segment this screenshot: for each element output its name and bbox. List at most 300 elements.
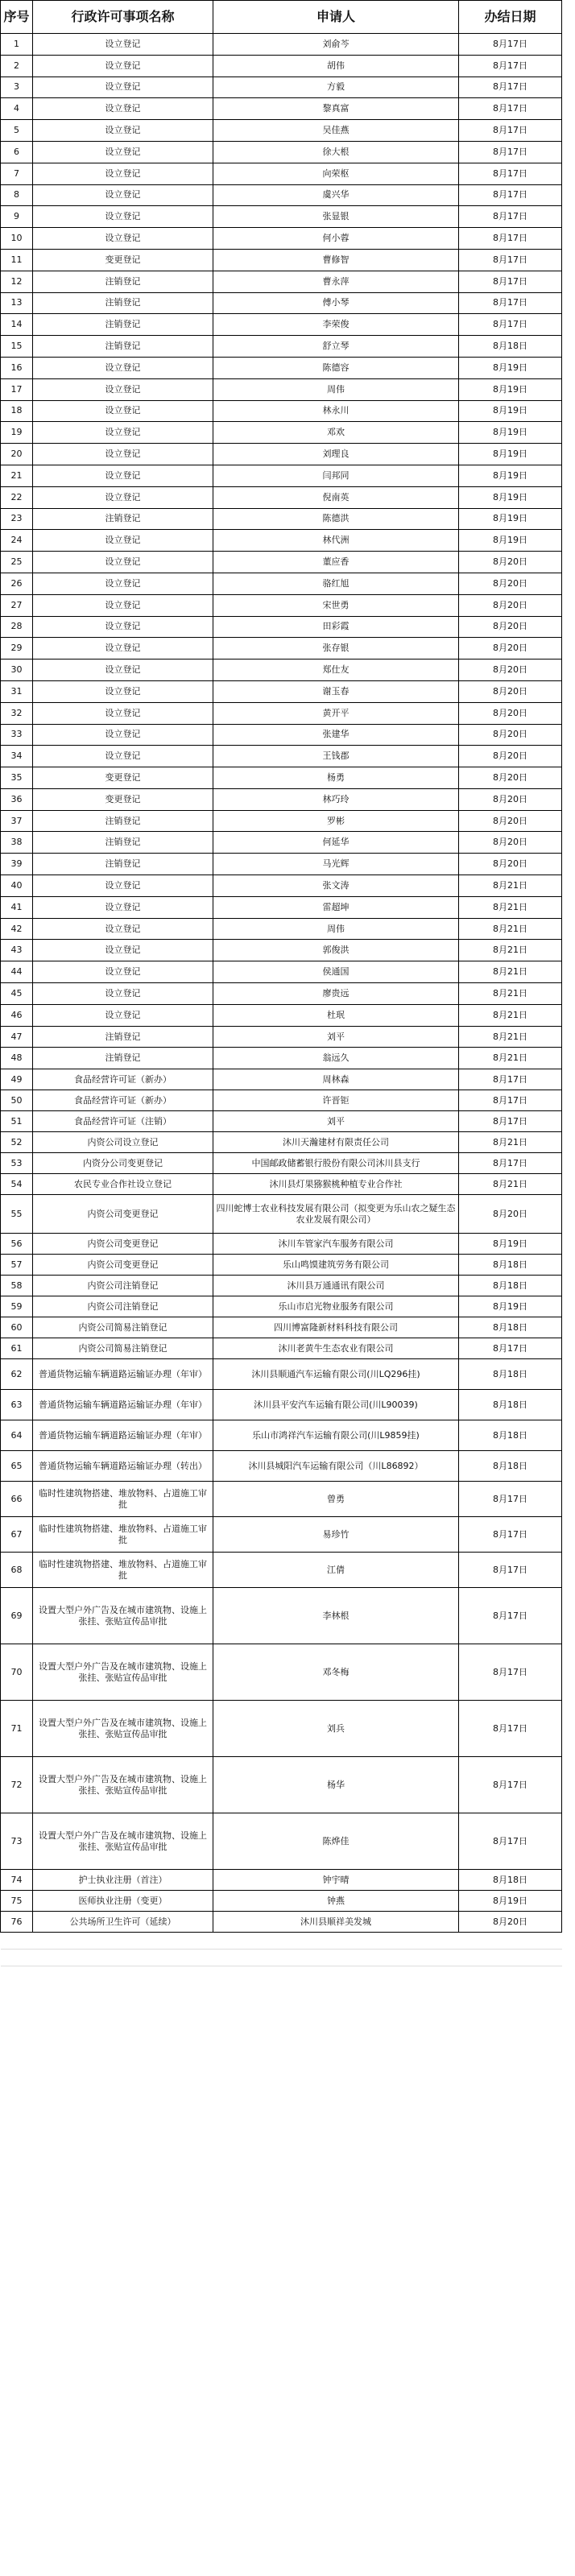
cell-seq: 71 [1, 1701, 33, 1757]
table-row [1, 486, 562, 508]
cell-applicant: 陈德容 [213, 357, 459, 378]
cell-item: 设立登记 [33, 983, 213, 1005]
cell-item: 设立登记 [33, 552, 213, 573]
cell-item: 注销登记 [33, 271, 213, 292]
cell-item: 变更登记 [33, 767, 213, 789]
cell-date: 8月17日 [459, 249, 562, 271]
cell-seq: 28 [1, 616, 33, 638]
cell-applicant: 易珍竹 [213, 1517, 459, 1553]
table-row [1, 1153, 562, 1174]
cell-applicant: 翁远久 [213, 1048, 459, 1069]
cell-date: 8月20日 [459, 638, 562, 660]
cell-applicant: 张文涛 [213, 875, 459, 897]
cell-seq: 38 [1, 832, 33, 854]
cell-applicant: 沐川县万通通讯有限公司 [213, 1276, 459, 1296]
cell-date: 8月19日 [459, 1891, 562, 1912]
cell-seq: 31 [1, 680, 33, 702]
cell-seq: 14 [1, 314, 33, 336]
cell-item: 变更登记 [33, 249, 213, 271]
cell-applicant: 乐山市鸿祥汽车运输有限公司(川L9859挂) [213, 1420, 459, 1451]
cell-seq: 53 [1, 1153, 33, 1174]
table-row [1, 1420, 562, 1451]
cell-applicant: 宋世勇 [213, 594, 459, 616]
cell-seq: 61 [1, 1338, 33, 1359]
cell-item: 设立登记 [33, 206, 213, 228]
cell-seq: 74 [1, 1870, 33, 1891]
table-row [1, 141, 562, 163]
cell-date: 8月17日 [459, 98, 562, 120]
cell-seq: 33 [1, 724, 33, 746]
header-row [1, 1, 562, 34]
cell-applicant: 刘兵 [213, 1701, 459, 1757]
cell-applicant: 张显银 [213, 206, 459, 228]
cell-date: 8月17日 [459, 1069, 562, 1090]
header-seq: 序号 [1, 1, 33, 34]
cell-applicant: 骆红旭 [213, 573, 459, 594]
cell-date: 8月17日 [459, 206, 562, 228]
cell-applicant: 倪南英 [213, 486, 459, 508]
cell-date: 8月18日 [459, 1276, 562, 1296]
cell-date: 8月17日 [459, 1338, 562, 1359]
table-row [1, 1090, 562, 1111]
cell-date: 8月19日 [459, 465, 562, 486]
cell-date: 8月21日 [459, 940, 562, 961]
cell-seq: 59 [1, 1296, 33, 1317]
cell-date: 8月17日 [459, 1153, 562, 1174]
cell-item: 设立登记 [33, 378, 213, 400]
cell-item: 注销登记 [33, 1048, 213, 1069]
cell-seq: 76 [1, 1912, 33, 1933]
table-row [1, 336, 562, 358]
cell-date: 8月18日 [459, 1359, 562, 1390]
table-row [1, 1174, 562, 1195]
cell-item: 设立登记 [33, 1004, 213, 1026]
cell-seq: 57 [1, 1255, 33, 1276]
cell-seq: 26 [1, 573, 33, 594]
table-row [1, 184, 562, 206]
cell-seq: 69 [1, 1588, 33, 1644]
cell-item: 设立登记 [33, 228, 213, 250]
table-row [1, 660, 562, 681]
table-row [1, 292, 562, 314]
cell-item: 设置大型户外广告及在城市建筑物、设施上张挂、张贴宣传品审批 [33, 1757, 213, 1813]
cell-applicant: 向荣枢 [213, 163, 459, 184]
cell-date: 8月21日 [459, 1004, 562, 1026]
cell-item: 设立登记 [33, 961, 213, 983]
cell-item: 设立登记 [33, 120, 213, 142]
cell-seq: 25 [1, 552, 33, 573]
table-row [1, 444, 562, 465]
cell-item: 设立登记 [33, 357, 213, 378]
cell-seq: 65 [1, 1451, 33, 1482]
cell-applicant: 刘平 [213, 1111, 459, 1132]
cell-seq: 73 [1, 1813, 33, 1870]
cell-item: 设立登记 [33, 76, 213, 98]
cell-item: 公共场所卫生许可（延续） [33, 1912, 213, 1933]
cell-applicant: 沐川县平安汽车运输有限公司(川L90039) [213, 1390, 459, 1420]
cell-item: 设立登记 [33, 444, 213, 465]
cell-applicant: 许晋钜 [213, 1090, 459, 1111]
header-applicant: 申请人 [213, 1, 459, 34]
cell-date: 8月17日 [459, 271, 562, 292]
cell-item: 注销登记 [33, 336, 213, 358]
cell-date: 8月19日 [459, 444, 562, 465]
cell-applicant: 黎真富 [213, 98, 459, 120]
table-row [1, 788, 562, 810]
cell-date: 8月20日 [459, 788, 562, 810]
cell-seq: 46 [1, 1004, 33, 1026]
cell-date: 8月21日 [459, 1026, 562, 1048]
table-row [1, 530, 562, 552]
cell-date: 8月17日 [459, 228, 562, 250]
cell-seq: 68 [1, 1553, 33, 1588]
table-row [1, 1813, 562, 1870]
cell-item: 设置大型户外广告及在城市建筑物、设施上张挂、张贴宣传品审批 [33, 1588, 213, 1644]
table-row [1, 680, 562, 702]
cell-seq: 48 [1, 1048, 33, 1069]
cell-date: 8月17日 [459, 120, 562, 142]
cell-applicant: 沐川天瀚建材有限责任公司 [213, 1132, 459, 1153]
table-row [1, 875, 562, 897]
cell-seq: 17 [1, 378, 33, 400]
cell-seq: 16 [1, 357, 33, 378]
table-row [1, 34, 562, 56]
cell-seq: 47 [1, 1026, 33, 1048]
cell-item: 设立登记 [33, 660, 213, 681]
table-row [1, 98, 562, 120]
table-row [1, 1048, 562, 1069]
cell-date: 8月20日 [459, 616, 562, 638]
header-date: 办结日期 [459, 1, 562, 34]
cell-applicant: 曹修智 [213, 249, 459, 271]
cell-date: 8月20日 [459, 854, 562, 875]
cell-item: 设立登记 [33, 940, 213, 961]
cell-date: 8月21日 [459, 983, 562, 1005]
cell-applicant: 陈德洪 [213, 508, 459, 530]
cell-date: 8月18日 [459, 1255, 562, 1276]
cell-seq: 15 [1, 336, 33, 358]
table-row [1, 983, 562, 1005]
cell-date: 8月18日 [459, 1451, 562, 1482]
cell-seq: 4 [1, 98, 33, 120]
empty-cell [1, 1933, 33, 1950]
cell-item: 内资分公司变更登记 [33, 1153, 213, 1174]
cell-item: 设立登记 [33, 573, 213, 594]
cell-date: 8月17日 [459, 1482, 562, 1517]
cell-seq: 13 [1, 292, 33, 314]
cell-date: 8月19日 [459, 400, 562, 422]
cell-seq: 8 [1, 184, 33, 206]
table-row [1, 55, 562, 76]
cell-date: 8月19日 [459, 422, 562, 444]
cell-date: 8月18日 [459, 336, 562, 358]
cell-applicant: 刘理良 [213, 444, 459, 465]
cell-date: 8月20日 [459, 832, 562, 854]
table-row [1, 422, 562, 444]
cell-item: 设置大型户外广告及在城市建筑物、设施上张挂、张贴宣传品审批 [33, 1701, 213, 1757]
cell-applicant: 乐山市启光物业服务有限公司 [213, 1296, 459, 1317]
cell-seq: 44 [1, 961, 33, 983]
empty-cell [213, 1950, 459, 1966]
table-row [1, 271, 562, 292]
cell-applicant: 张存银 [213, 638, 459, 660]
table-row [1, 1296, 562, 1317]
cell-applicant: 李荣俊 [213, 314, 459, 336]
table-row [1, 1255, 562, 1276]
cell-applicant: 林代洲 [213, 530, 459, 552]
cell-applicant: 王钱郡 [213, 746, 459, 767]
cell-seq: 32 [1, 702, 33, 724]
cell-item: 设立登记 [33, 724, 213, 746]
cell-seq: 20 [1, 444, 33, 465]
cell-item: 临时性建筑物搭建、堆放物料、占道施工审批 [33, 1482, 213, 1517]
table-row [1, 1132, 562, 1153]
table-row [1, 378, 562, 400]
cell-date: 8月20日 [459, 724, 562, 746]
cell-item: 注销登记 [33, 292, 213, 314]
cell-seq: 21 [1, 465, 33, 486]
table-row [1, 1234, 562, 1255]
cell-seq: 3 [1, 76, 33, 98]
cell-item: 设立登记 [33, 486, 213, 508]
cell-seq: 39 [1, 854, 33, 875]
cell-applicant: 林永川 [213, 400, 459, 422]
cell-item: 设立登记 [33, 702, 213, 724]
cell-item: 临时性建筑物搭建、堆放物料、占道施工审批 [33, 1517, 213, 1553]
cell-seq: 30 [1, 660, 33, 681]
cell-date: 8月17日 [459, 76, 562, 98]
cell-applicant: 徐大根 [213, 141, 459, 163]
cell-applicant: 沐川县顺通汽车运输有限公司(川LQ296挂) [213, 1359, 459, 1390]
cell-item: 食品经营许可证（新办） [33, 1090, 213, 1111]
cell-applicant: 沐川县顺祥美发城 [213, 1912, 459, 1933]
cell-item: 普通货物运输车辆道路运输证办理（转出） [33, 1451, 213, 1482]
table-row [1, 1317, 562, 1338]
cell-applicant: 钟宇晴 [213, 1870, 459, 1891]
cell-seq: 52 [1, 1132, 33, 1153]
cell-seq: 1 [1, 34, 33, 56]
table-row [1, 120, 562, 142]
cell-item: 设立登记 [33, 616, 213, 638]
cell-item: 注销登记 [33, 1026, 213, 1048]
cell-applicant: 中国邮政储蓄银行股份有限公司沐川县支行 [213, 1153, 459, 1174]
cell-applicant: 林巧玲 [213, 788, 459, 810]
cell-item: 医师执业注册（变更） [33, 1891, 213, 1912]
cell-seq: 66 [1, 1482, 33, 1517]
cell-applicant: 马光辉 [213, 854, 459, 875]
cell-applicant: 张建华 [213, 724, 459, 746]
cell-date: 8月17日 [459, 1090, 562, 1111]
cell-seq: 64 [1, 1420, 33, 1451]
cell-seq: 67 [1, 1517, 33, 1553]
empty-cell [459, 1933, 562, 1950]
table-row [1, 616, 562, 638]
cell-applicant: 杨勇 [213, 767, 459, 789]
cell-item: 设立登记 [33, 55, 213, 76]
cell-date: 8月17日 [459, 184, 562, 206]
cell-applicant: 黄开平 [213, 702, 459, 724]
cell-applicant: 刘平 [213, 1026, 459, 1048]
cell-seq: 23 [1, 508, 33, 530]
table-row [1, 552, 562, 573]
cell-applicant: 傅小琴 [213, 292, 459, 314]
table-row [1, 357, 562, 378]
cell-seq: 45 [1, 983, 33, 1005]
cell-item: 设立登记 [33, 680, 213, 702]
cell-applicant: 吴佳燕 [213, 120, 459, 142]
cell-date: 8月20日 [459, 552, 562, 573]
cell-seq: 55 [1, 1195, 33, 1234]
cell-date: 8月17日 [459, 1588, 562, 1644]
cell-date: 8月19日 [459, 378, 562, 400]
cell-applicant: 雷超坤 [213, 896, 459, 918]
cell-item: 设置大型户外广告及在城市建筑物、设施上张挂、张贴宣传品审批 [33, 1644, 213, 1701]
cell-applicant: 曹永萍 [213, 271, 459, 292]
table-row [1, 163, 562, 184]
table-row [1, 1644, 562, 1701]
cell-date: 8月20日 [459, 594, 562, 616]
cell-item: 内资公司简易注销登记 [33, 1317, 213, 1338]
cell-seq: 36 [1, 788, 33, 810]
cell-applicant: 杜珉 [213, 1004, 459, 1026]
table-row [1, 1195, 562, 1234]
table-row [1, 1390, 562, 1420]
cell-date: 8月17日 [459, 1644, 562, 1701]
cell-applicant: 曾勇 [213, 1482, 459, 1517]
cell-item: 普通货物运输车辆道路运输证办理（年审） [33, 1390, 213, 1420]
table-row [1, 1870, 562, 1891]
empty-cell [33, 1933, 213, 1950]
cell-item: 普通货物运输车辆道路运输证办理（年审） [33, 1420, 213, 1451]
cell-item: 内资公司变更登记 [33, 1234, 213, 1255]
cell-item: 内资公司注销登记 [33, 1296, 213, 1317]
cell-seq: 75 [1, 1891, 33, 1912]
cell-seq: 60 [1, 1317, 33, 1338]
cell-applicant: 四川博富隆新材料科技有限公司 [213, 1317, 459, 1338]
cell-seq: 49 [1, 1069, 33, 1090]
table-row [1, 854, 562, 875]
cell-applicant: 沐川县城阳汽车运输有限公司（川L86892） [213, 1451, 459, 1482]
table-row [1, 1891, 562, 1912]
table-row [1, 1338, 562, 1359]
table-body [1, 34, 562, 1966]
cell-date: 8月21日 [459, 1174, 562, 1195]
cell-applicant: 闫邦同 [213, 465, 459, 486]
table-row [1, 228, 562, 250]
cell-seq: 11 [1, 249, 33, 271]
table-row [1, 594, 562, 616]
cell-item: 设立登记 [33, 594, 213, 616]
empty-row [1, 1950, 562, 1966]
table-row [1, 746, 562, 767]
cell-applicant: 刘俞芩 [213, 34, 459, 56]
cell-applicant: 方毅 [213, 76, 459, 98]
cell-date: 8月20日 [459, 746, 562, 767]
cell-item: 内资公司简易注销登记 [33, 1338, 213, 1359]
cell-applicant: 何小蓉 [213, 228, 459, 250]
cell-applicant: 李林根 [213, 1588, 459, 1644]
cell-applicant: 周伟 [213, 378, 459, 400]
cell-date: 8月17日 [459, 141, 562, 163]
cell-seq: 72 [1, 1757, 33, 1813]
cell-date: 8月17日 [459, 34, 562, 56]
table-row [1, 638, 562, 660]
cell-seq: 41 [1, 896, 33, 918]
table-row [1, 465, 562, 486]
table-row [1, 1359, 562, 1390]
cell-seq: 9 [1, 206, 33, 228]
table-row [1, 1026, 562, 1048]
cell-date: 8月19日 [459, 357, 562, 378]
cell-applicant: 罗彬 [213, 810, 459, 832]
cell-applicant: 杨华 [213, 1757, 459, 1813]
cell-date: 8月21日 [459, 1048, 562, 1069]
table-row [1, 1069, 562, 1090]
cell-applicant: 胡伟 [213, 55, 459, 76]
cell-date: 8月20日 [459, 660, 562, 681]
table-row [1, 724, 562, 746]
cell-applicant: 四川蛇博士农业科技发展有限公司（拟变更为乐山农之疑生态农业发展有限公司） [213, 1195, 459, 1234]
table-row [1, 1111, 562, 1132]
cell-item: 内资公司注销登记 [33, 1276, 213, 1296]
cell-seq: 58 [1, 1276, 33, 1296]
cell-date: 8月17日 [459, 1553, 562, 1588]
table-row [1, 1701, 562, 1757]
cell-applicant: 谢玉春 [213, 680, 459, 702]
cell-date: 8月21日 [459, 961, 562, 983]
cell-item: 食品经营许可证（新办） [33, 1069, 213, 1090]
cell-date: 8月20日 [459, 702, 562, 724]
table-row [1, 1588, 562, 1644]
cell-seq: 10 [1, 228, 33, 250]
table-row [1, 832, 562, 854]
cell-date: 8月21日 [459, 1132, 562, 1153]
cell-item: 设立登记 [33, 530, 213, 552]
cell-item: 设立登记 [33, 400, 213, 422]
cell-applicant: 虞兴华 [213, 184, 459, 206]
cell-seq: 34 [1, 746, 33, 767]
cell-seq: 2 [1, 55, 33, 76]
table-row [1, 702, 562, 724]
table-row [1, 918, 562, 940]
cell-item: 设立登记 [33, 896, 213, 918]
table-row [1, 400, 562, 422]
cell-date: 8月21日 [459, 875, 562, 897]
cell-item: 设立登记 [33, 638, 213, 660]
cell-seq: 51 [1, 1111, 33, 1132]
table-row [1, 1004, 562, 1026]
cell-applicant: 郑仕友 [213, 660, 459, 681]
cell-item: 设立登记 [33, 98, 213, 120]
cell-date: 8月19日 [459, 486, 562, 508]
cell-date: 8月17日 [459, 1701, 562, 1757]
cell-item: 注销登记 [33, 314, 213, 336]
cell-date: 8月19日 [459, 508, 562, 530]
cell-seq: 7 [1, 163, 33, 184]
cell-seq: 42 [1, 918, 33, 940]
cell-applicant: 何延华 [213, 832, 459, 854]
cell-date: 8月20日 [459, 810, 562, 832]
cell-item: 内资公司设立登记 [33, 1132, 213, 1153]
cell-date: 8月17日 [459, 314, 562, 336]
empty-cell [1, 1950, 33, 1966]
cell-item: 设立登记 [33, 422, 213, 444]
cell-date: 8月19日 [459, 1296, 562, 1317]
cell-seq: 70 [1, 1644, 33, 1701]
cell-date: 8月20日 [459, 1195, 562, 1234]
cell-item: 注销登记 [33, 832, 213, 854]
cell-applicant: 董应香 [213, 552, 459, 573]
